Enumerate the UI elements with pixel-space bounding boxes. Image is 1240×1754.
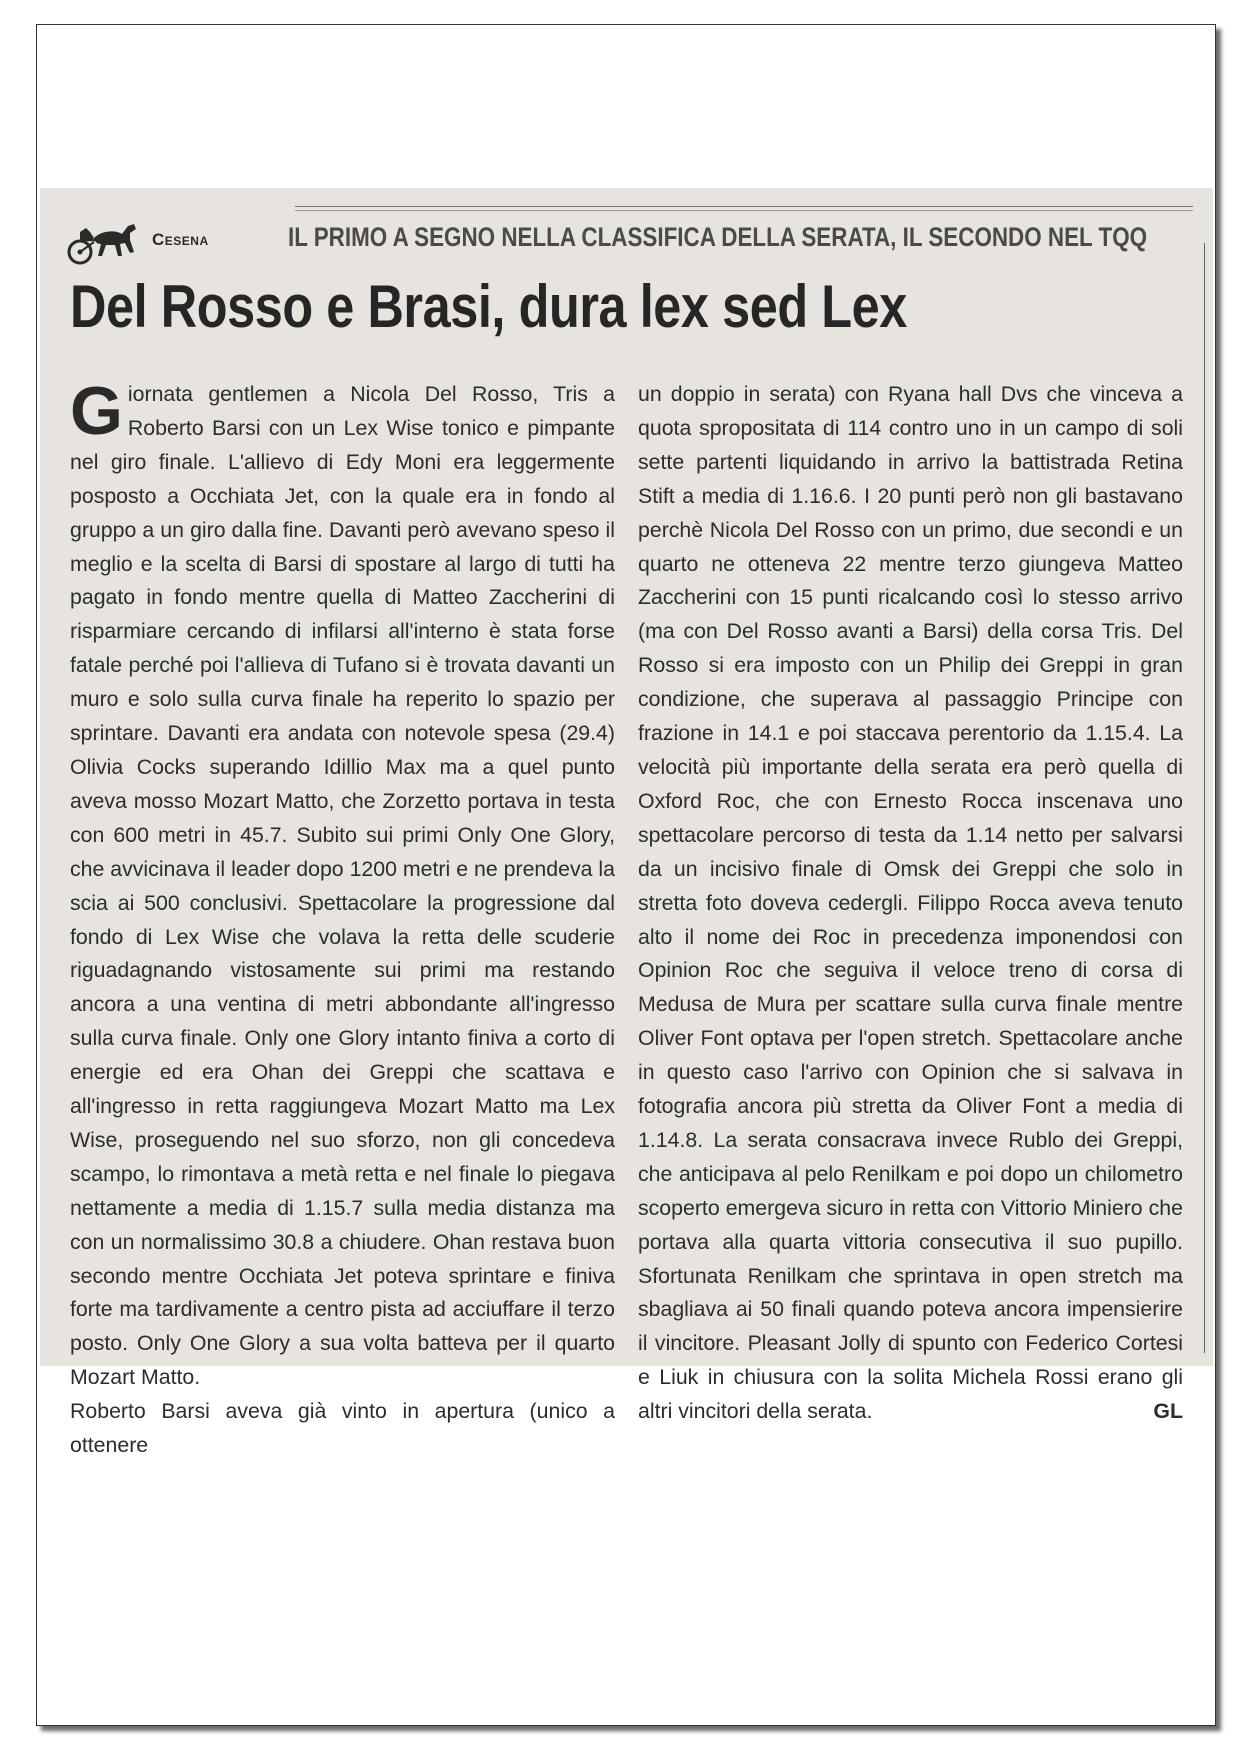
article-column-left: [70, 373, 615, 1463]
top-rule: [295, 206, 1193, 207]
top-rule-secondary: [295, 210, 1193, 211]
paragraph-text: iornata gentlemen a Nicola Del Rosso, Tris a Roberto Barsi con un Lex Wise tonico e pimpante nel giro finale. L'allievo di Edy Moni era leggermente posposto a Occhiata Jet, con la quale era in fondo al gruppo a un giro dalla fine. Davanti però avevano speso il meglio e la scelta di Barsi di spostare al largo di tutti ha pagato in fondo mentre quella di Matteo Zaccherini di risparmiare cercando di infilarsi all'interno è stata forse fatale perché poi l'allieva di Tufano si è trovata davanti un muro e solo sulla curva finale ha reperito lo spazio per sprintare. Davanti era andata con notevole spesa (29.4) Olivia Cocks superando Idillio Max ma a quel punto aveva mosso Mozart Matto, che Zorzetto portava in testa con 600 metri in 45.7. Subito sui primi Only One Glory, che avvicinava il leader dopo 1200 metri e ne prendeva la scia ai 500 conclusivi. Spettacolare la progressione dal fondo di Lex Wise che volava la retta delle scuderie riguadagnando vistosamente sui primi ma restando ancora a una ventina di metri abbondante all'ingresso sulla curva finale. Only one Glory intanto finiva a corto di energie ed era Ohan dei Greppi che scattava e all'ingresso in retta raggiungeva Mozart Matto ma Lex Wise, proseguendo nel suo sforzo, non gli concedeva scampo, lo rimontava a metà retta e nel finale lo piegava nettamente a media di 1.15.7 sulla media distanza ma con un normalissimo 30.8 a chiudere. Ohan restava buon secondo mentre Occhiata Jet poteva sprintare e finiva forte ma tardivamente a centro pista ad acciuffare il terzo posto. Only One Glory a sua volta batteva per il quarto Mozart Matto.: [70, 382, 615, 1390]
column-rule-right: [1204, 243, 1205, 1353]
kicker: IL PRIMO A SEGNO NELLA CLASSIFICA DELLA SERATA, IL SECONDO NEL TQQ: [288, 222, 1148, 252]
paragraph: [638, 378, 1183, 1429]
paragraph-text: un doppio in serata) con Ryana hall Dvs che vinceva a quota spropositata di 114 contro uno in un campo di soli sette partenti liquidando in arrivo la battistrada Retina Stift a media di 1.16.6. I 20 punti però non gli bastavano perchè Nicola Del Rosso con un primo, due secondi e un quarto ne otteneva 22 mentre terzo giungeva Matteo Zaccherini con 15 punti ricalcando così lo stesso arrivo (ma con Del Rosso avanti a Barsi) della corsa Tris. Del Rosso si era imposto con un Philip dei Greppi in gran condizione, che superava al passaggio Principe con frazione in 14.1 e poi staccava perentorio da 1.15.4. La velocità più importante della serata era però quella di Oxford Roc, che con Ernesto Rocca inscenava uno spettacolare percorso di testa da 1.14 netto per salvarsi da un incisivo finale di Omsk dei Greppi che solo in stretta foto doveva cedergli. Filippo Rocca aveva tenuto alto il nome dei Roc in precedenza imponendosi con Opinion Roc che seguiva il veloce treno di corsa di Medusa de Mura per scattare sulla curva finale mentre Oliver Font optava per l'open stretch. Spettacolare anche in questo caso l'arrivo con Opinion che si salvava in fotografia ancora più stretta da Oliver Font a media di 1.14.8. La serata consacrava invece Rublo dei Greppi, che anticipava al pelo Renilkam e poi dopo un chilometro scoperto emergeva sicuro in retta con Vittorio Miniero che portava alla quarta vittoria consecutiva il suo pupillo. Sfortunata Renilkam che sprintava in open stretch ma sbagliava ai 50 finali quando poteva ancora impensierire il vincitore. Pleasant Jolly di spunto con Federico Cortesi e Liuk in chiusura con la solita Michela Rossi erano gli altri vincitori della serata.: [638, 382, 1183, 1424]
newspaper-clipping: [40, 188, 1213, 1458]
headline: Del Rosso e Brasi, dura lex sed Lex: [70, 273, 907, 340]
paragraph: Roberto Barsi aveva già vinto in apertura (unico a ottenere: [70, 1399, 615, 1458]
paragraph: [70, 373, 615, 1395]
author-signature: GL: [1153, 1399, 1183, 1424]
section-label: Cesena: [152, 230, 209, 249]
harness-racing-sulky-icon: [64, 216, 140, 266]
article-column-right: [638, 378, 1183, 1429]
drop-cap: G: [70, 373, 123, 449]
